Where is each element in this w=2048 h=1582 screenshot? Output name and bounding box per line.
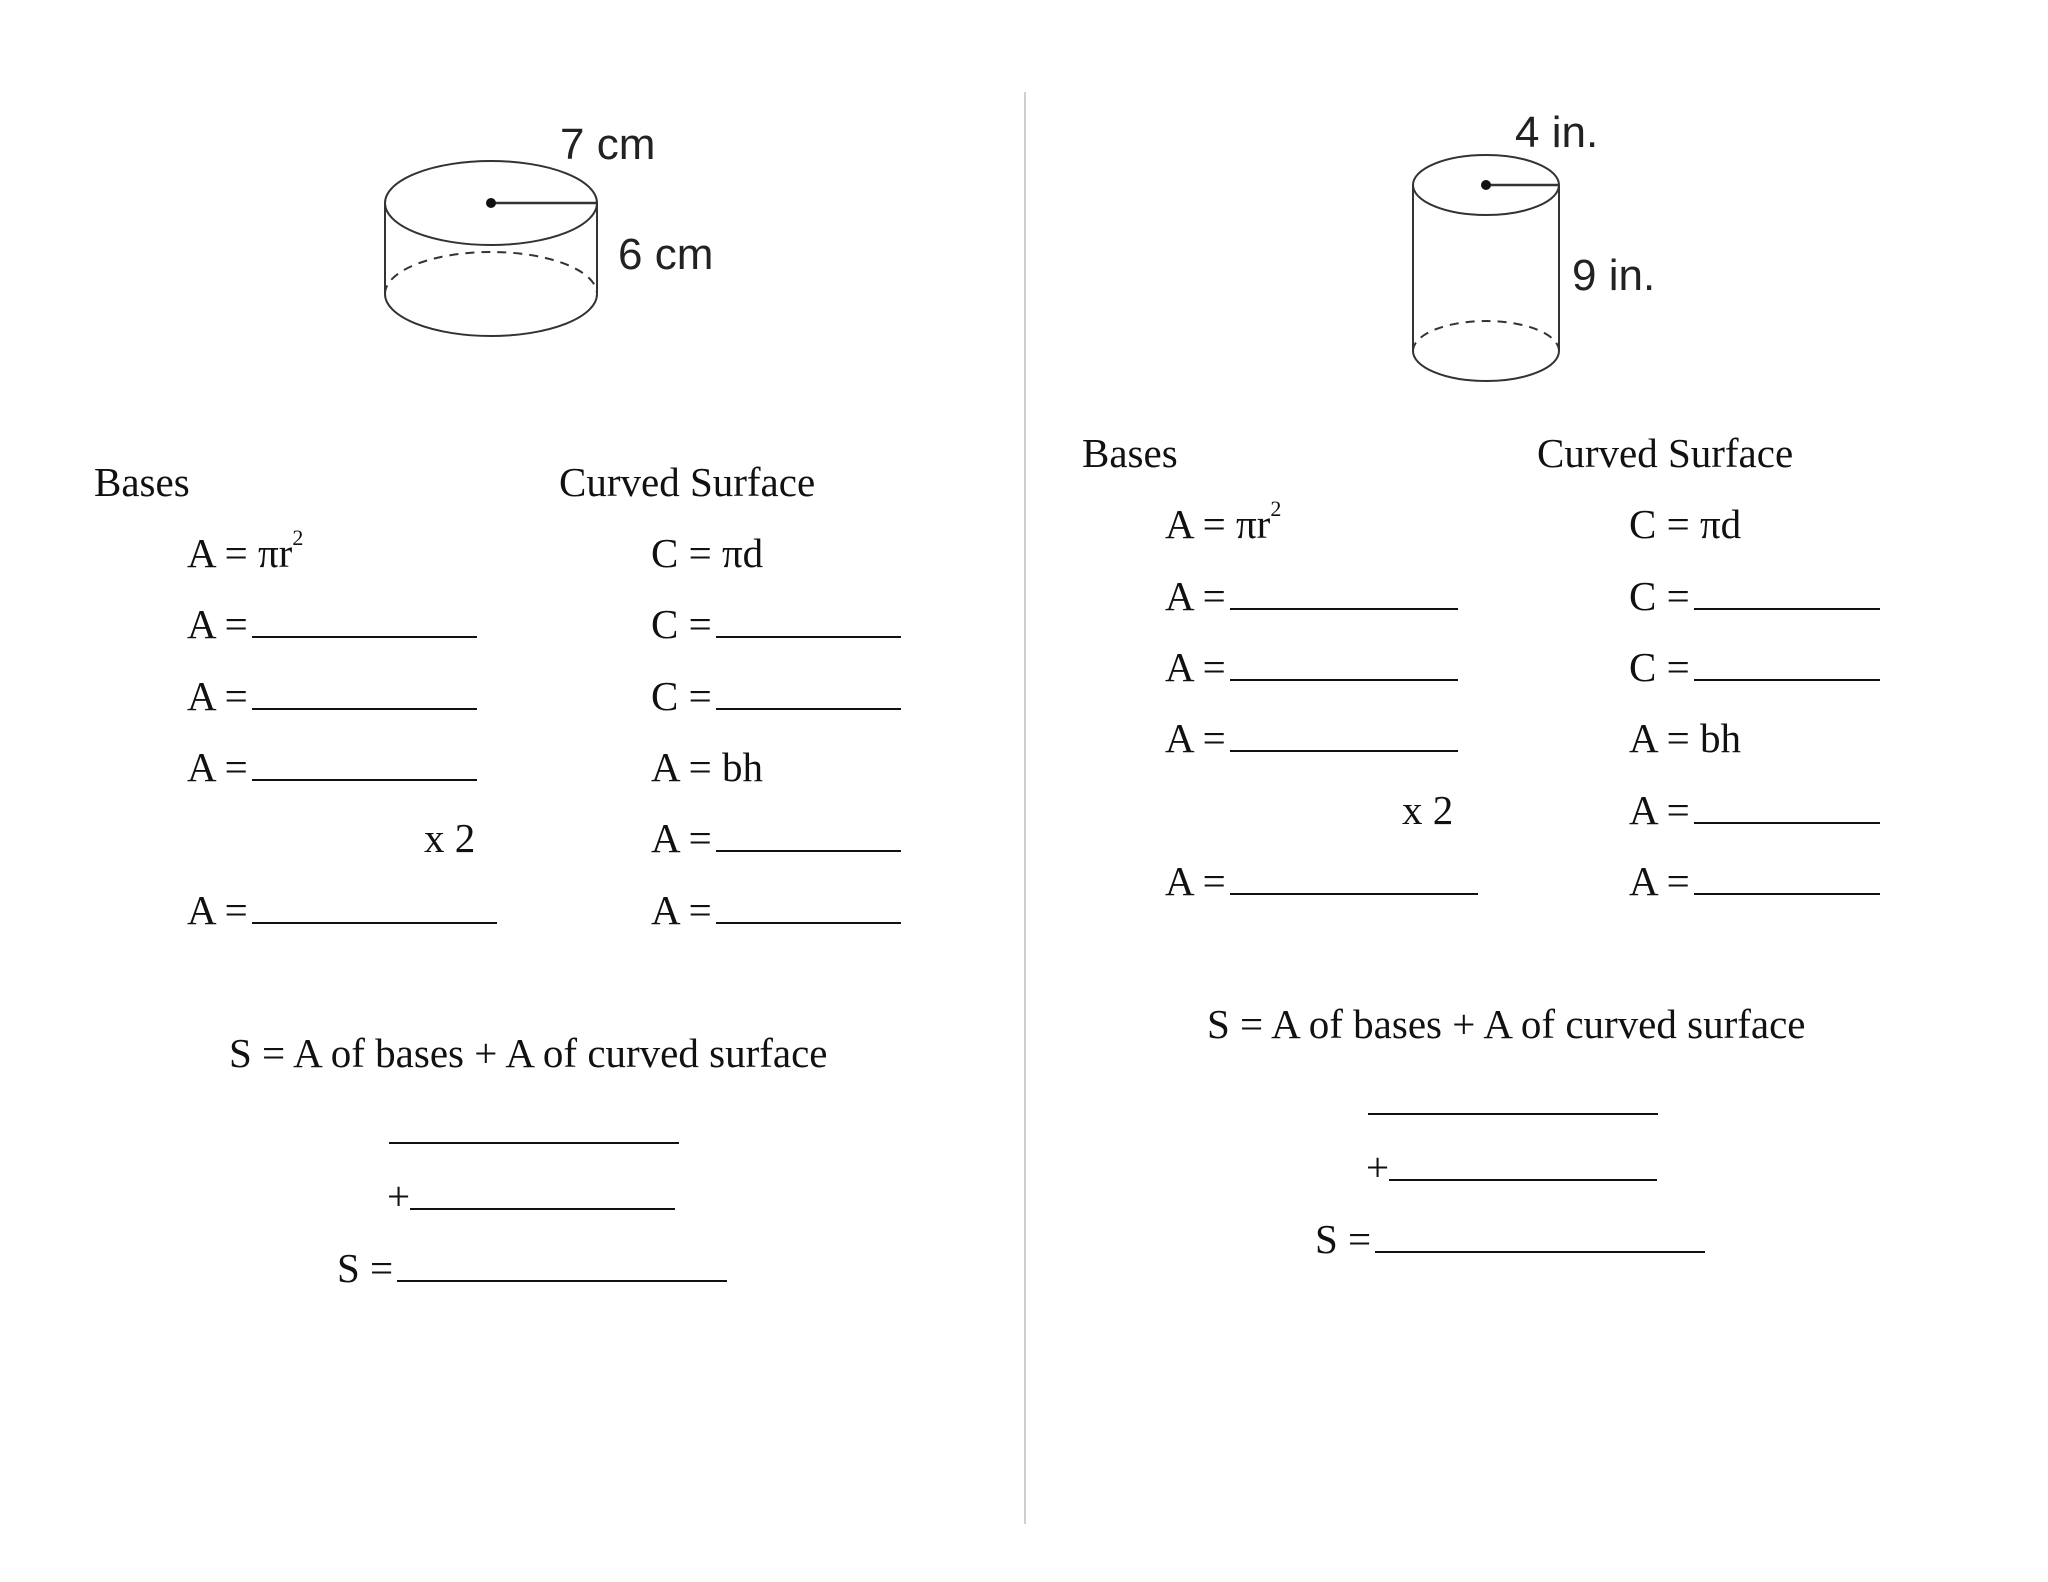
circumference-formula: C = πd <box>651 530 764 576</box>
circumference-formula: C = πd <box>1629 501 1742 547</box>
bases-formula: $A = \pi r^2$ <box>1165 496 1282 547</box>
answer-blank[interactable] <box>1375 1223 1705 1253</box>
circumference-line-1: C = <box>1629 576 1880 617</box>
curved-area-formula: A = bh <box>1629 715 1741 761</box>
answer-blank[interactable] <box>252 608 477 638</box>
sum-line: + <box>387 1176 675 1217</box>
bases-line-2: A = <box>187 676 477 717</box>
bases-line-1: A = <box>187 604 477 645</box>
curved-heading: Curved Surface <box>559 459 816 505</box>
answer-blank[interactable] <box>410 1180 675 1210</box>
answer-blank[interactable] <box>1230 722 1458 752</box>
bases-line-3: A = <box>1165 718 1458 759</box>
answer-blank[interactable] <box>1368 1085 1658 1115</box>
surface-result: S = <box>1315 1219 1705 1260</box>
answer-blank[interactable] <box>397 1252 727 1282</box>
height-label: 9 in. <box>1572 251 1656 300</box>
answer-blank[interactable] <box>716 608 901 638</box>
surface-formula: S = A of bases + A of curved surface <box>229 1030 828 1076</box>
answer-blank[interactable] <box>1230 580 1458 610</box>
radius-label: 7 cm <box>560 120 656 169</box>
surface-result: S = <box>337 1248 727 1289</box>
answer-blank[interactable] <box>1694 580 1880 610</box>
bases-line-1: A = <box>1165 576 1458 617</box>
bases-line-2: A = <box>1165 647 1458 688</box>
bases-line-3: A = <box>187 747 477 788</box>
sum-line: + <box>1366 1147 1657 1188</box>
answer-blank[interactable] <box>252 680 477 710</box>
answer-blank[interactable] <box>1230 651 1458 681</box>
times-two: x 2 <box>424 815 476 861</box>
problem-2 <box>1024 0 2048 1582</box>
height-label: 6 cm <box>618 230 714 279</box>
curved-area-line-1: A = <box>651 818 901 859</box>
answer-blank[interactable] <box>252 751 477 781</box>
bases-total: A = <box>1165 861 1478 902</box>
radius-label: 4 in. <box>1515 108 1599 157</box>
circumference-line-2: C = <box>1629 647 1880 688</box>
bases-heading: Bases <box>1082 430 1178 476</box>
answer-blank[interactable] <box>716 894 901 924</box>
answer-blank[interactable] <box>716 680 901 710</box>
answer-blank[interactable] <box>1389 1151 1657 1181</box>
curved-area-line-2: A = <box>651 890 901 931</box>
times-two: x 2 <box>1402 787 1454 833</box>
curved-area-formula: A = bh <box>651 744 763 790</box>
answer-blank[interactable] <box>1694 794 1880 824</box>
bases-heading: Bases <box>94 459 190 505</box>
answer-blank[interactable] <box>716 822 901 852</box>
surface-formula: S = A of bases + A of curved surface <box>1207 1001 1806 1047</box>
bases-formula: $A = \pi r^2$ <box>187 525 304 576</box>
bases-total: A = <box>187 890 497 931</box>
cylinder-figure-2 <box>1384 90 1724 400</box>
answer-blank[interactable] <box>252 894 497 924</box>
curved-heading: Curved Surface <box>1537 430 1794 476</box>
answer-blank[interactable] <box>389 1114 679 1144</box>
circumference-line-2: C = <box>651 676 901 717</box>
curved-area-line-2: A = <box>1629 861 1880 902</box>
cylinder-figure-1 <box>360 105 740 355</box>
curved-area-line-1: A = <box>1629 790 1880 831</box>
answer-blank[interactable] <box>1694 651 1880 681</box>
answer-blank[interactable] <box>1694 865 1880 895</box>
circumference-line-1: C = <box>651 604 901 645</box>
answer-blank[interactable] <box>1230 865 1478 895</box>
